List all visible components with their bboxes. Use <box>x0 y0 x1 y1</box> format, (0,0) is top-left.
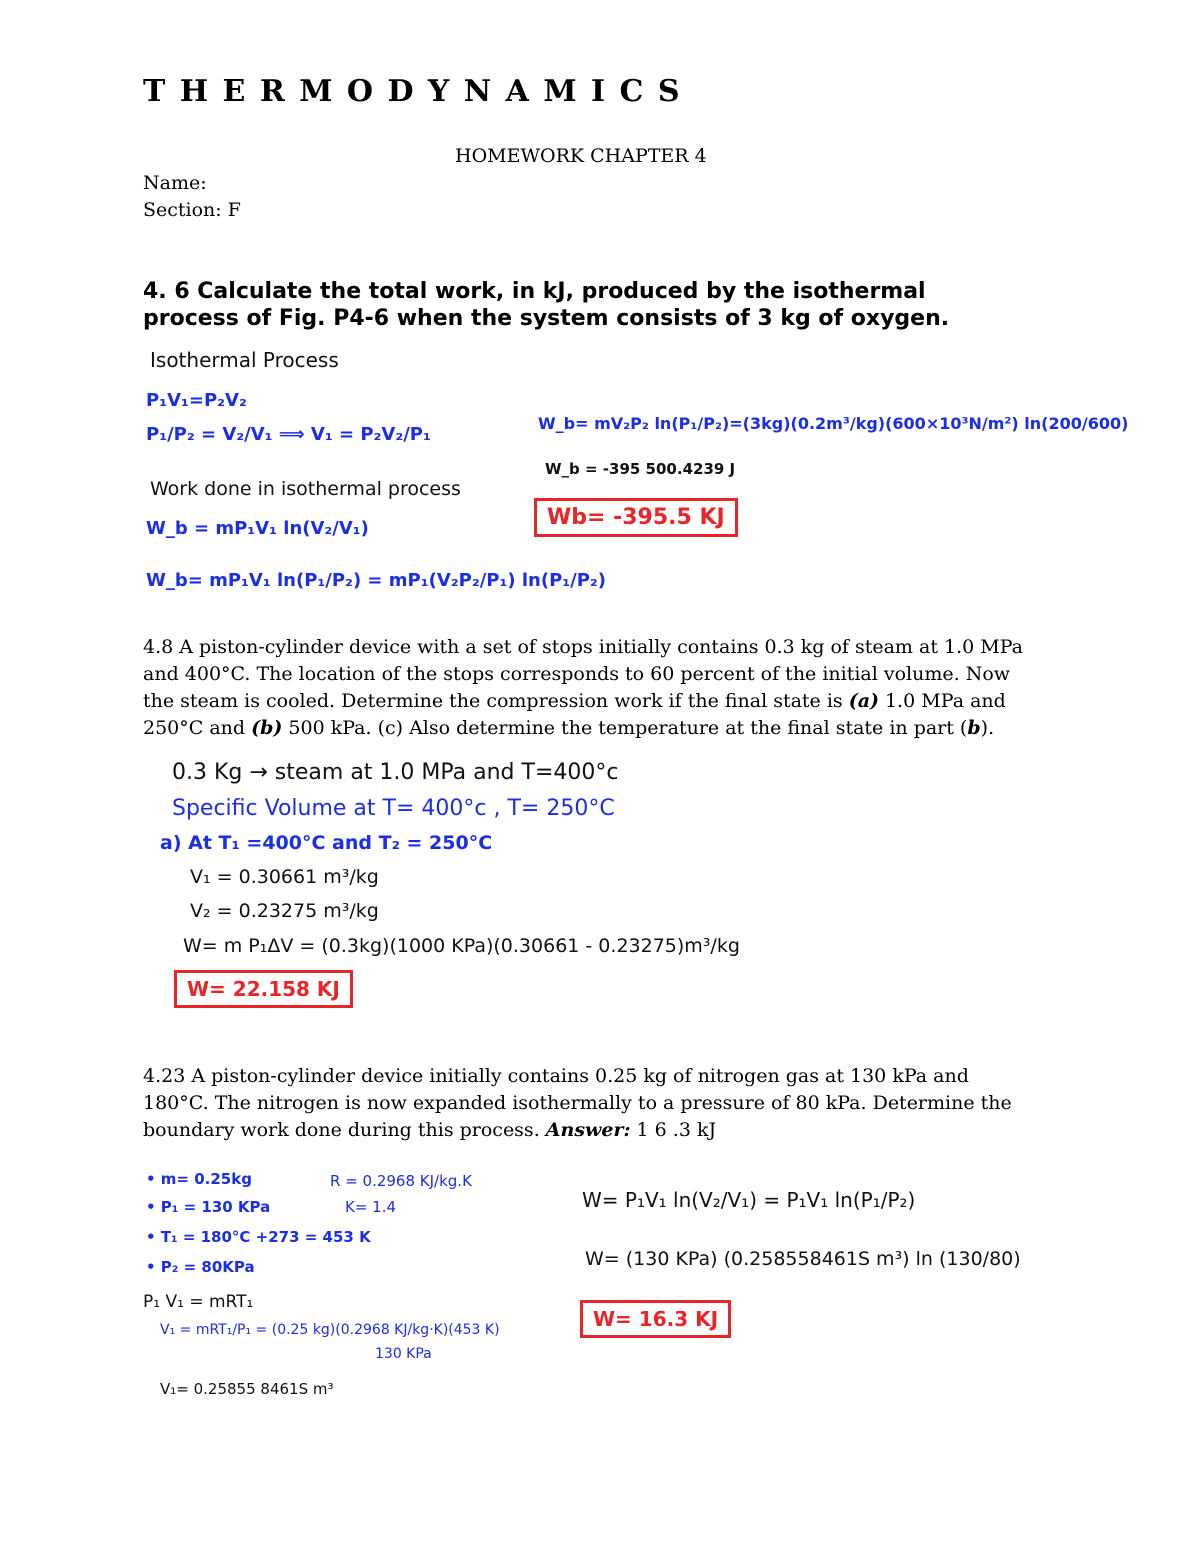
solution-4-8-line4: V₁ = 0.30661 m³/kg <box>190 866 379 888</box>
solution-4-6-eq6: W_b = -395 500.4239 J <box>545 460 736 478</box>
problem-4-6-question-line1: 4. 6 Calculate the total work, in kJ, produced by the isothermal <box>143 279 926 304</box>
solution-4-6-heading: Isothermal Process <box>150 348 339 372</box>
q48-part-b2: b <box>967 717 981 739</box>
problem-4-8-question-line2: and 400°C. The location of the stops corresponds to 60 percent of the initial volume. Now <box>143 663 1011 685</box>
q48-text-4c: ). <box>980 717 995 739</box>
solution-4-23-answer: W= 16.3 KJ <box>580 1300 731 1338</box>
solution-4-6-answer: Wb= -395.5 KJ <box>534 498 738 537</box>
solution-4-8-answer: W= 22.158 KJ <box>174 970 353 1008</box>
solution-4-8-line1: 0.3 Kg → steam at 1.0 MPa and T=400°c <box>172 760 619 785</box>
solution-4-8-line5: V₂ = 0.23275 m³/kg <box>190 900 379 922</box>
solution-4-6-eq3: W_b = mP₁V₁ ln(V₂/V₁) <box>146 518 369 539</box>
q48-text-3b: 1.0 MPa and <box>879 690 1006 712</box>
q423-answer-label: Answer: <box>545 1119 631 1141</box>
solution-4-23-eq5: W= (130 KPa) (0.258558461S m³) ln (130/80) <box>585 1248 1021 1270</box>
solution-4-23-given-k: K= 1.4 <box>345 1198 397 1216</box>
name-label: Name: <box>143 172 207 194</box>
solution-4-23-given3: • T₁ = 180°C +273 = 453 K <box>146 1228 371 1246</box>
solution-4-23-given4: • P₂ = 80KPa <box>146 1258 255 1276</box>
solution-4-8-line2: Specific Volume at T= 400°c , T= 250°C <box>172 796 615 821</box>
solution-4-8-line6: W= m P₁ΔV = (0.3kg)(1000 KPa)(0.30661 - 0.23275)m³/kg <box>183 935 740 957</box>
q48-text-4b: 500 kPa. (c) Also determine the temperature at the final state in part ( <box>282 717 968 739</box>
solution-4-23-given2: • P₁ = 130 KPa <box>146 1198 271 1216</box>
solution-4-6-work-label: Work done in isothermal process <box>150 478 461 500</box>
solution-4-6-eq1: P₁V₁=P₂V₂ <box>146 390 247 411</box>
solution-4-23-eq4: W= P₁V₁ ln(V₂/V₁) = P₁V₁ ln(P₁/P₂) <box>582 1188 916 1212</box>
problem-4-23-question-line1: 4.23 A piston-cylinder device initially contains 0.25 kg of nitrogen gas at 130 kPa and <box>143 1065 969 1087</box>
solution-4-23-eq2: V₁ = mRT₁/P₁ = (0.25 kg)(0.2968 KJ/kg·K)(453 K) <box>160 1322 500 1338</box>
problem-4-23-question-line2: 180°C. The nitrogen is now expanded isothermally to a pressure of 80 kPa. Determine the <box>143 1092 1012 1114</box>
q48-part-a: (a) <box>848 690 880 712</box>
solution-4-23-given1: • m= 0.25kg <box>146 1170 252 1188</box>
q48-text-4a: 250°C and <box>143 717 252 739</box>
solution-4-23-eq3: V₁= 0.25855 8461S m³ <box>160 1380 334 1398</box>
q48-part-b: (b) <box>251 717 283 739</box>
solution-4-23-eq2-denominator: 130 KPa <box>375 1346 432 1362</box>
q48-text-3: the steam is cooled. Determine the compression work if the final state is <box>143 690 843 712</box>
problem-4-8-question-line1: 4.8 A piston-cylinder device with a set of stops initially contains 0.3 kg of steam at 1.0 MPa <box>143 636 1023 658</box>
solution-4-6-eq4: W_b= mP₁V₁ ln(P₁/P₂) = mP₁(V₂P₂/P₁) ln(P₁/P₂) <box>146 570 607 591</box>
solution-4-8-line3: a) At T₁ =400°C and T₂ = 250°C <box>160 832 493 854</box>
q423-text-3: boundary work done during this process. <box>143 1119 546 1141</box>
solution-4-23-eq1: P₁ V₁ = mRT₁ <box>143 1292 254 1312</box>
document-subtitle: HOMEWORK CHAPTER 4 <box>455 145 707 167</box>
section-label: Section: F <box>143 199 241 221</box>
q423-answer-value: 1 6 .3 kJ <box>630 1119 717 1141</box>
solution-4-6-eq2: P₁/P₂ = V₂/V₁ ⟹ V₁ = P₂V₂/P₁ <box>146 424 431 445</box>
problem-4-8-question-line4 <box>143 715 994 742</box>
solution-4-23-given-r: R = 0.2968 KJ/kg.K <box>330 1172 472 1190</box>
problem-4-23-question-line3 <box>143 1117 716 1144</box>
problem-4-8-question-line3 <box>143 688 1006 715</box>
problem-4-6-question-line2: process of Fig. P4-6 when the system consists of 3 kg of oxygen. <box>143 306 950 331</box>
document-title: T H E R M O D Y N A M I C S <box>143 74 682 109</box>
solution-4-6-eq5: W_b= mV₂P₂ ln(P₁/P₂)=(3kg)(0.2m³/kg)(600×10³N/m²) ln(200/600) <box>538 414 1129 433</box>
